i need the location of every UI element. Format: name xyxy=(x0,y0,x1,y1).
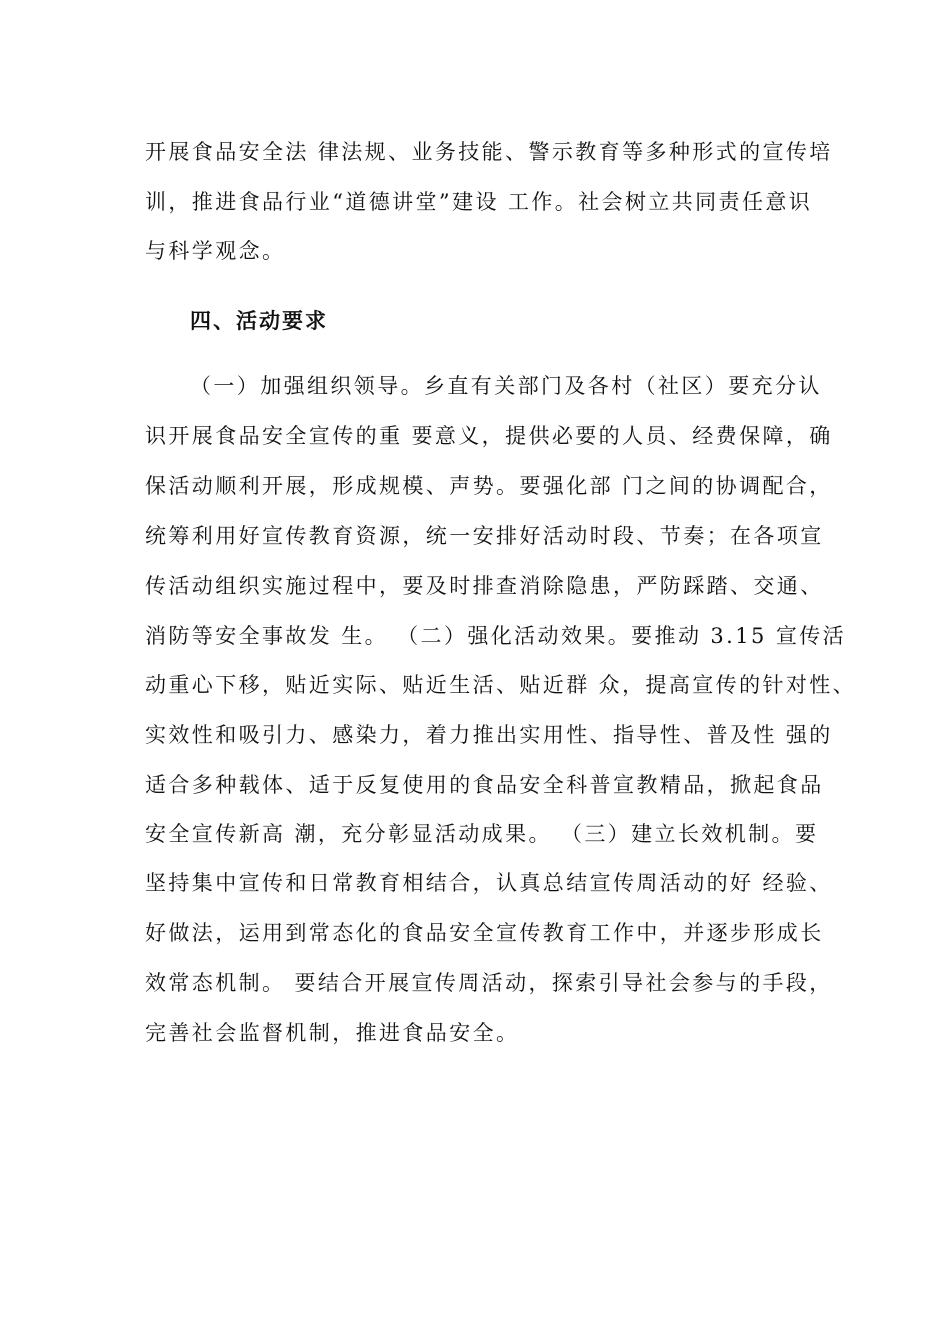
text-line: （一）加强组织领导。乡直有关部门及各村（社区）要充分认 xyxy=(190,374,822,398)
text-line: 好做法，运用到常态化的食品安全宣传教育工作中，并逐步形成长 xyxy=(145,921,824,945)
text-line: 动重心下移，贴近实际、贴近生活、贴近群 众，提高宣传的针对性、 xyxy=(145,673,857,697)
text-line: 实效性和吸引力、感染力，着力推出实用性、指导性、普及性 强的 xyxy=(145,723,833,747)
text-line: 传活动组织实施过程中，要及时排查消除隐患，严防踩踏、交通、 xyxy=(145,574,824,598)
text-line: 统筹利用好宣传教育资源，统一安排好活动时段、节奏；在各项宣 xyxy=(145,524,824,548)
text-line: 保活动顺利开展，形成规模、声势。要强化部 门之间的协调配合， xyxy=(145,474,833,498)
text-line: 适合多种载体、适于反复使用的食品安全科普宣教精品，掀起食品 xyxy=(145,773,824,797)
text-line: 识开展食品安全宣传的重 要意义，提供必要的人员、经费保障，确 xyxy=(145,424,833,448)
text-line: 安全宣传新高 潮，充分彰显活动成果。 （三）建立长效机制。要 xyxy=(145,822,819,846)
text-line: 效常态机制。 要结合开展宣传周活动，探索引导社会参与的手段， xyxy=(145,971,833,995)
text-line: 消防等安全事故发 生。 （二）强化活动效果。要推动 3.15 宣传活 xyxy=(145,624,847,648)
section-heading: 四、活动要求 xyxy=(190,308,328,333)
text-line: 与科学观念。 xyxy=(145,239,286,263)
text-line: 训，推进食品行业“道德讲堂”建设 工作。社会树立共同责任意识 xyxy=(145,190,813,214)
text-line: 完善社会监督机制，推进食品安全。 xyxy=(145,1021,520,1045)
text-line: 开展食品安全法 律法规、业务技能、警示教育等多种形式的宣传培 xyxy=(145,140,833,164)
text-line: 坚持集中宣传和日常教育相结合，认真总结宣传周活动的好 经验、 xyxy=(145,871,833,895)
